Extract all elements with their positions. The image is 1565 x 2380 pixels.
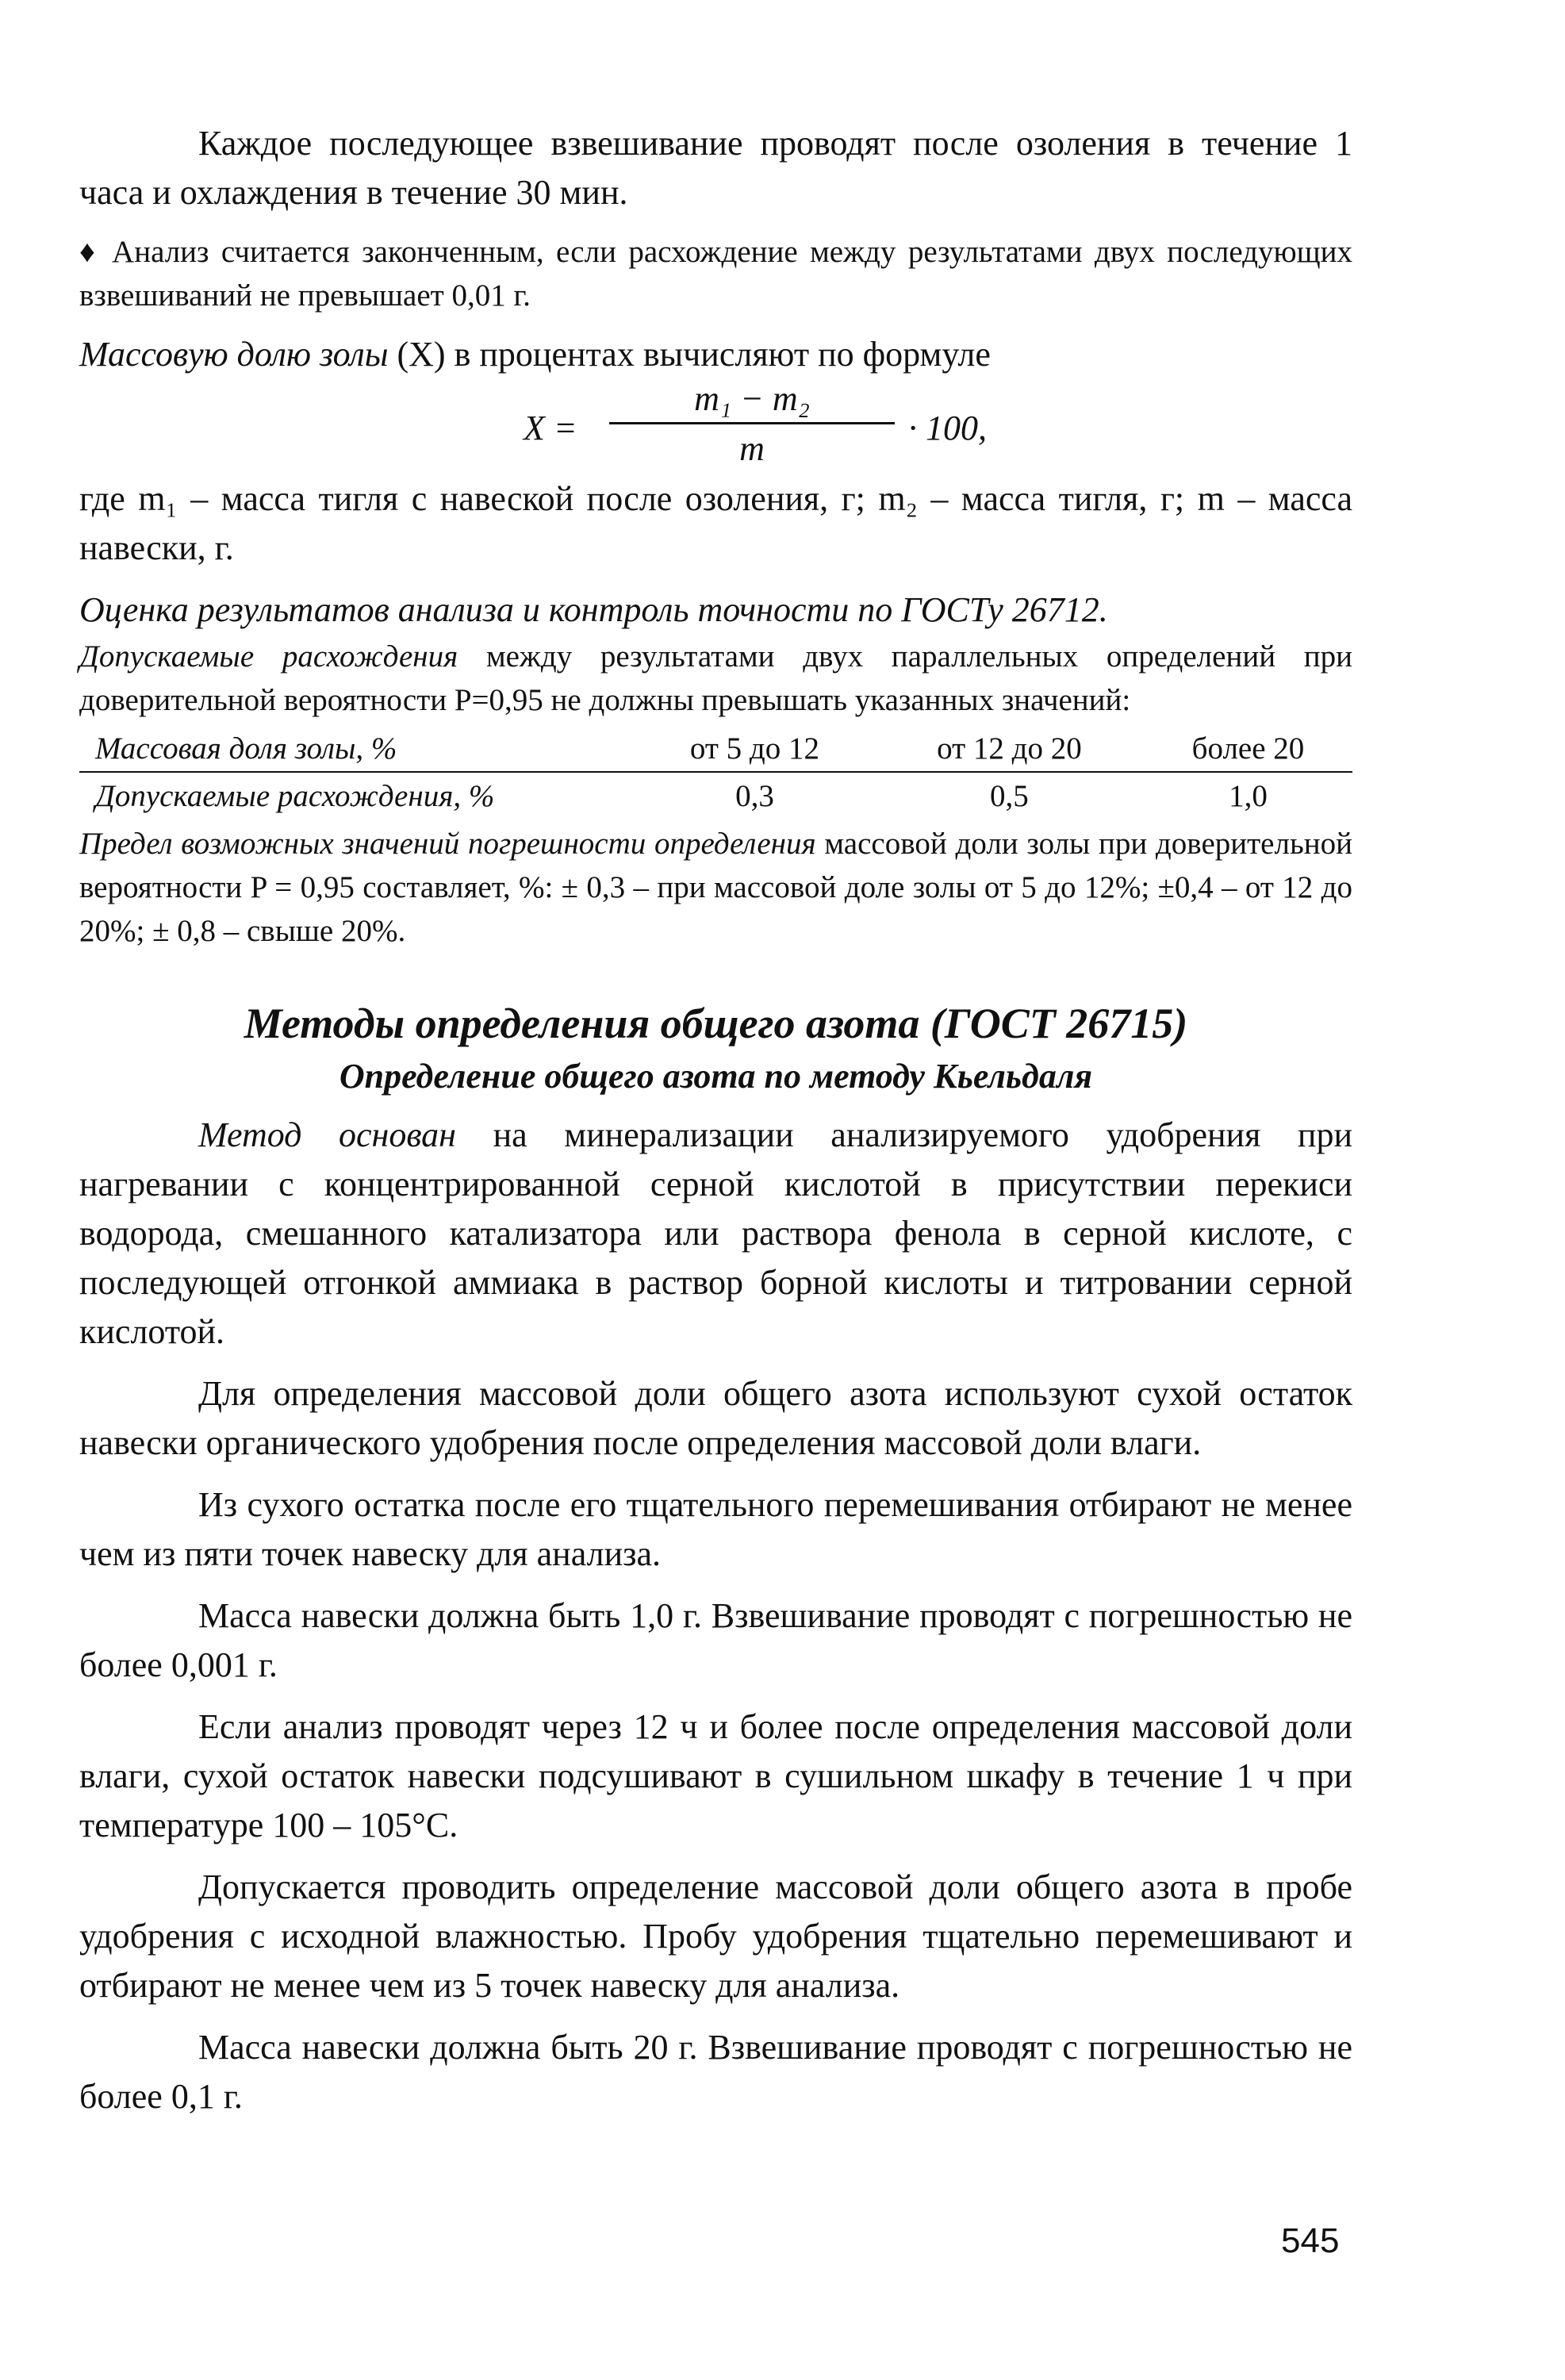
paragraph-error-limit bbox=[79, 822, 1352, 953]
tolerance-table bbox=[79, 725, 1352, 819]
paragraph-evaluation: Оценка результатов анализа и контроль точности по ГОСТу 26712. bbox=[79, 590, 1108, 629]
term-ash-fraction: Массовую долю золы bbox=[79, 335, 389, 374]
paragraph-sample-mass-20g: Масса навески должна быть 20 г. Взвешивание проводят с погрешностью не более 0,1 г. bbox=[79, 2028, 1352, 2116]
term-tolerances: Допускаемые расхождения bbox=[79, 639, 458, 674]
table-cell: от 5 до 12 bbox=[635, 725, 875, 772]
table-row-label: Массовая доля золы, % bbox=[79, 725, 635, 772]
formula-rhs: · 100, bbox=[908, 409, 987, 447]
paragraph-sample-mass: Масса навески должна быть 1,0 г. Взвешивание проводят с погрешностью не более 0,001 г. bbox=[79, 1596, 1352, 1684]
fraction-bar bbox=[609, 422, 895, 424]
paragraph-tolerances bbox=[79, 635, 1352, 722]
error-limit-text: массовой доли золы при доверительной вероятности P = 0,95 составляет, %: ± 0,3 – при массовой доле золы от 5 до 12%; ±0,4 – от 12 до 20%; ± 0,8 – свыше 20%. bbox=[79, 827, 1352, 948]
formula-denominator: m bbox=[739, 429, 765, 468]
table-cell: от 12 до 20 bbox=[875, 725, 1144, 772]
formula-fraction bbox=[609, 379, 895, 469]
tolerances-text: между результатами двух параллельных определений при доверительной вероятности P=0,95 не должны превышать указанных значений: bbox=[79, 639, 1352, 717]
table-cell: 1,0 bbox=[1229, 778, 1268, 813]
subsection-heading: Определение общего азота по методу Кьельдаля bbox=[339, 1057, 1093, 1096]
paragraph-method-basis bbox=[79, 1111, 1352, 1357]
section-heading: Методы определения общего азота (ГОСТ 26715) bbox=[244, 1000, 1188, 1047]
paragraph-analysis-complete bbox=[79, 230, 1352, 317]
method-basis-text: на минерализации анализируемого удобрения при нагревании с концентрированной серной кислотой в присутствии перекиси водорода, смешанного катализатора или раствора фенола в серной кислоте, с последующей отгонкой аммиака в раствор борной кислоты и титровании серной кислотой. bbox=[79, 1115, 1353, 1351]
table-row bbox=[79, 725, 1352, 772]
formula-lhs: X = bbox=[524, 409, 577, 447]
paragraph-initial-moisture: Допускается проводить определение массовой доли общего азота в пробе удобрения с исходной влажностью. Пробу удобрения тщательно перемешивают и отбирают не менее чем из 5 точек навеску для анализа. bbox=[79, 1868, 1352, 2005]
table-row-label: Допускаемые расхождения, % bbox=[95, 778, 495, 813]
page-content bbox=[79, 119, 1352, 2121]
term-error-limit: Предел возможных значений погрешности определения bbox=[79, 827, 816, 861]
table-cell: 0,3 bbox=[735, 778, 774, 813]
table-row bbox=[79, 772, 1352, 819]
paragraph-variables: где m₁ – масса тигля с навеской после озоления, г; m₂ – масса тигля, г; m – масса навески, г. bbox=[79, 479, 1352, 567]
term-method-basis: Метод основан bbox=[198, 1115, 457, 1154]
table-cell: 0,5 bbox=[990, 778, 1029, 813]
paragraph-analysis-complete-text: Анализ считается законченным, если расхождение между результатами двух последующих взвешиваний не превышает 0,01 г. bbox=[79, 235, 1353, 313]
paragraph-sampling: Из сухого остатка после его тщательного перемешивания отбирают не менее чем из пяти точек навеску для анализа. bbox=[79, 1485, 1352, 1573]
ash-formula bbox=[79, 379, 1352, 474]
formula-numerator: m₁ − m₂ bbox=[694, 379, 810, 418]
paragraph-formula-intro bbox=[79, 330, 1352, 379]
paragraph-reweighing: Каждое последующее взвешивание проводят после озоления в течение 1 часа и охлаждения в течение 30 мин. bbox=[79, 124, 1352, 212]
paragraph-drying: Если анализ проводят через 12 ч и более после определения массовой доли влаги, сухой остаток навески подсушивают в сушильном шкафу в течение 1 ч при температуре 100 – 105°С. bbox=[79, 1707, 1352, 1844]
formula-intro-text: (X) в процентах вычисляют по формуле bbox=[388, 335, 991, 374]
paragraph-dry-residue: Для определения массовой доли общего азота используют сухой остаток навески органического удобрения после определения массовой доли влаги. bbox=[79, 1374, 1352, 1462]
bullet-icon: ♦ bbox=[79, 235, 100, 269]
page-number: 545 bbox=[1281, 2221, 1340, 2260]
table-cell: более 20 bbox=[1144, 725, 1352, 772]
